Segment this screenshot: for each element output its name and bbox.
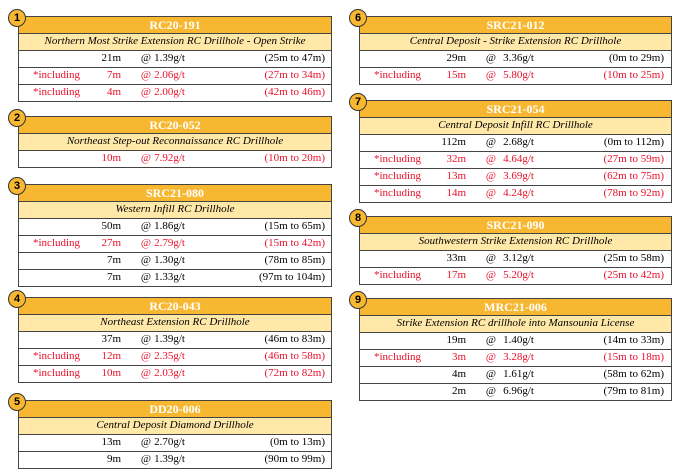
interval-length: 15m bbox=[446, 69, 466, 81]
gold-grade: 2.70g/t bbox=[154, 436, 185, 448]
at-symbol: @ bbox=[140, 237, 152, 249]
depth-range: (46m to 83m) bbox=[264, 333, 325, 345]
depth-range: (15m to 18m) bbox=[603, 351, 664, 363]
gold-grade: 1.40g/t bbox=[503, 334, 534, 346]
depth-range: (25m to 47m) bbox=[264, 52, 325, 64]
depth-range: (90m to 99m) bbox=[264, 453, 325, 465]
card-number-badge: 8 bbox=[349, 209, 367, 227]
intercept-row bbox=[359, 186, 672, 203]
depth-range: (10m to 25m) bbox=[603, 69, 664, 81]
intercept-row bbox=[18, 85, 332, 102]
depth-range: (25m to 58m) bbox=[603, 252, 664, 264]
gold-grade: 7.92g/t bbox=[154, 152, 185, 164]
interval-length: 33m bbox=[446, 252, 466, 264]
including-label: *including bbox=[33, 350, 81, 362]
gold-grade: 5.80g/t bbox=[503, 69, 534, 81]
interval-length: 10m bbox=[101, 367, 121, 379]
at-symbol: @ bbox=[140, 152, 152, 164]
result-card bbox=[13, 112, 332, 168]
at-symbol: @ bbox=[140, 86, 152, 98]
intercept-row bbox=[18, 253, 332, 270]
result-card bbox=[13, 12, 332, 102]
including-label: *including bbox=[374, 153, 422, 165]
at-symbol: @ bbox=[485, 385, 497, 397]
depth-range: (27m to 34m) bbox=[264, 69, 325, 81]
interval-length: 7m bbox=[106, 254, 121, 266]
at-symbol: @ bbox=[485, 351, 497, 363]
including-label: *including bbox=[33, 86, 81, 98]
gold-grade: 2.35g/t bbox=[154, 350, 185, 362]
result-card bbox=[13, 180, 332, 287]
result-card bbox=[354, 294, 672, 401]
intercept-row bbox=[359, 51, 672, 68]
drillhole-description: Central Deposit - Strike Extension RC Drillhole bbox=[359, 34, 672, 51]
depth-range: (97m to 104m) bbox=[259, 271, 325, 283]
at-symbol: @ bbox=[485, 252, 497, 264]
intercept-row bbox=[18, 452, 332, 469]
drillhole-id-header: RC20-052 bbox=[18, 116, 332, 134]
depth-range: (79m to 81m) bbox=[603, 385, 664, 397]
gold-grade: 1.30g/t bbox=[154, 254, 185, 266]
depth-range: (0m to 112m) bbox=[603, 136, 664, 148]
interval-length: 7m bbox=[106, 271, 121, 283]
intercept-row bbox=[18, 270, 332, 287]
drillhole-id-header: RC20-191 bbox=[18, 16, 332, 34]
at-symbol: @ bbox=[485, 153, 497, 165]
interval-length: 9m bbox=[106, 453, 121, 465]
depth-range: (72m to 82m) bbox=[264, 367, 325, 379]
interval-length: 112m bbox=[441, 136, 466, 148]
interval-length: 50m bbox=[101, 220, 121, 232]
drillhole-description: Northeast Step-out Reconnaissance RC Drillhole bbox=[18, 134, 332, 151]
depth-range: (25m to 42m) bbox=[603, 269, 664, 281]
card-number-badge: 7 bbox=[349, 93, 367, 111]
gold-grade: 2.00g/t bbox=[154, 86, 185, 98]
at-symbol: @ bbox=[140, 52, 152, 64]
intercept-row bbox=[359, 68, 672, 85]
gold-grade: 3.69g/t bbox=[503, 170, 534, 182]
card-number-badge: 2 bbox=[8, 109, 26, 127]
gold-grade: 6.96g/t bbox=[503, 385, 534, 397]
card-number-badge: 5 bbox=[8, 393, 26, 411]
including-label: *including bbox=[374, 269, 422, 281]
at-symbol: @ bbox=[140, 220, 152, 232]
intercept-row bbox=[359, 350, 672, 367]
interval-length: 12m bbox=[101, 350, 121, 362]
drillhole-description: Central Deposit Infill RC Drillhole bbox=[359, 118, 672, 135]
drillhole-id-header: SRC21-054 bbox=[359, 100, 672, 118]
interval-length: 37m bbox=[101, 333, 121, 345]
intercept-row bbox=[18, 219, 332, 236]
depth-range: (58m to 62m) bbox=[603, 368, 664, 380]
gold-grade: 4.24g/t bbox=[503, 187, 534, 199]
interval-length: 27m bbox=[101, 237, 121, 249]
intercept-row bbox=[18, 435, 332, 452]
at-symbol: @ bbox=[485, 52, 497, 64]
result-card bbox=[354, 96, 672, 203]
at-symbol: @ bbox=[140, 453, 152, 465]
gold-grade: 2.68g/t bbox=[503, 136, 534, 148]
at-symbol: @ bbox=[485, 368, 497, 380]
including-label: *including bbox=[33, 69, 81, 81]
result-card bbox=[13, 396, 332, 469]
interval-length: 32m bbox=[446, 153, 466, 165]
intercept-row bbox=[359, 333, 672, 350]
drillhole-description: Western Infill RC Drillhole bbox=[18, 202, 332, 219]
depth-range: (10m to 20m) bbox=[264, 152, 325, 164]
at-symbol: @ bbox=[140, 271, 152, 283]
depth-range: (14m to 33m) bbox=[603, 334, 664, 346]
gold-grade: 1.61g/t bbox=[503, 368, 534, 380]
gold-grade: 3.12g/t bbox=[503, 252, 534, 264]
gold-grade: 2.06g/t bbox=[154, 69, 185, 81]
gold-grade: 1.86g/t bbox=[154, 220, 185, 232]
at-symbol: @ bbox=[140, 333, 152, 345]
drillhole-description: Central Deposit Diamond Drillhole bbox=[18, 418, 332, 435]
interval-length: 29m bbox=[446, 52, 466, 64]
depth-range: (46m to 58m) bbox=[264, 350, 325, 362]
including-label: *including bbox=[374, 69, 422, 81]
at-symbol: @ bbox=[140, 367, 152, 379]
intercept-row bbox=[18, 68, 332, 85]
card-number-badge: 3 bbox=[8, 177, 26, 195]
interval-length: 2m bbox=[451, 385, 466, 397]
at-symbol: @ bbox=[140, 254, 152, 266]
drillhole-description: Northern Most Strike Extension RC Drillhole - Open Strike bbox=[18, 34, 332, 51]
at-symbol: @ bbox=[485, 269, 497, 281]
interval-length: 17m bbox=[446, 269, 466, 281]
drillhole-id-header: SRC21-080 bbox=[18, 184, 332, 202]
at-symbol: @ bbox=[485, 334, 497, 346]
depth-range: (62m to 75m) bbox=[603, 170, 664, 182]
depth-range: (27m to 59m) bbox=[603, 153, 664, 165]
including-label: *including bbox=[374, 187, 422, 199]
including-label: *including bbox=[374, 170, 422, 182]
interval-length: 13m bbox=[446, 170, 466, 182]
drillhole-id-header: SRC21-090 bbox=[359, 216, 672, 234]
intercept-row bbox=[359, 169, 672, 186]
interval-length: 14m bbox=[446, 187, 466, 199]
result-card bbox=[13, 293, 332, 383]
result-card bbox=[354, 12, 672, 85]
drillhole-id-header: DD20-006 bbox=[18, 400, 332, 418]
intercept-row bbox=[18, 151, 332, 168]
intercept-row bbox=[18, 332, 332, 349]
at-symbol: @ bbox=[485, 136, 497, 148]
interval-length: 13m bbox=[101, 436, 121, 448]
card-number-badge: 9 bbox=[349, 291, 367, 309]
gold-grade: 1.39g/t bbox=[154, 333, 185, 345]
drillhole-id-header: MRC21-006 bbox=[359, 298, 672, 316]
depth-range: (0m to 13m) bbox=[270, 436, 325, 448]
depth-range: (0m to 29m) bbox=[609, 52, 664, 64]
intercept-row bbox=[359, 251, 672, 268]
at-symbol: @ bbox=[485, 170, 497, 182]
card-number-badge: 4 bbox=[8, 290, 26, 308]
including-label: *including bbox=[33, 237, 81, 249]
intercept-row bbox=[359, 268, 672, 285]
gold-grade: 1.33g/t bbox=[154, 271, 185, 283]
interval-length: 4m bbox=[451, 368, 466, 380]
depth-range: (78m to 92m) bbox=[603, 187, 664, 199]
depth-range: (15m to 42m) bbox=[264, 237, 325, 249]
at-symbol: @ bbox=[140, 350, 152, 362]
drillhole-description: Northeast Extension RC Drillhole bbox=[18, 315, 332, 332]
drillhole-id-header: SRC21-012 bbox=[359, 16, 672, 34]
depth-range: (78m to 85m) bbox=[264, 254, 325, 266]
interval-length: 19m bbox=[446, 334, 466, 346]
drillhole-id-header: RC20-043 bbox=[18, 297, 332, 315]
gold-grade: 3.36g/t bbox=[503, 52, 534, 64]
intercept-row bbox=[359, 152, 672, 169]
at-symbol: @ bbox=[485, 69, 497, 81]
result-card bbox=[354, 212, 672, 285]
intercept-row bbox=[359, 135, 672, 152]
drillhole-description: Southwestern Strike Extension RC Drillhole bbox=[359, 234, 672, 251]
gold-grade: 1.39g/t bbox=[154, 453, 185, 465]
intercept-row bbox=[18, 349, 332, 366]
at-symbol: @ bbox=[485, 187, 497, 199]
gold-grade: 4.64g/t bbox=[503, 153, 534, 165]
depth-range: (15m to 65m) bbox=[264, 220, 325, 232]
including-label: *including bbox=[374, 351, 422, 363]
gold-grade: 2.03g/t bbox=[154, 367, 185, 379]
at-symbol: @ bbox=[140, 69, 152, 81]
interval-length: 21m bbox=[101, 52, 121, 64]
interval-length: 10m bbox=[101, 152, 121, 164]
interval-length: 7m bbox=[106, 69, 121, 81]
intercept-row bbox=[359, 367, 672, 384]
intercept-row bbox=[359, 384, 672, 401]
drillhole-description: Strike Extension RC drillhole into Mansounia License bbox=[359, 316, 672, 333]
gold-grade: 1.39g/t bbox=[154, 52, 185, 64]
depth-range: (42m to 46m) bbox=[264, 86, 325, 98]
intercept-row bbox=[18, 236, 332, 253]
at-symbol: @ bbox=[140, 436, 152, 448]
gold-grade: 3.28g/t bbox=[503, 351, 534, 363]
card-number-badge: 6 bbox=[349, 9, 367, 27]
card-number-badge: 1 bbox=[8, 9, 26, 27]
intercept-row bbox=[18, 51, 332, 68]
intercept-row bbox=[18, 366, 332, 383]
gold-grade: 2.79g/t bbox=[154, 237, 185, 249]
gold-grade: 5.20g/t bbox=[503, 269, 534, 281]
interval-length: 4m bbox=[106, 86, 121, 98]
interval-length: 3m bbox=[451, 351, 466, 363]
including-label: *including bbox=[33, 367, 81, 379]
